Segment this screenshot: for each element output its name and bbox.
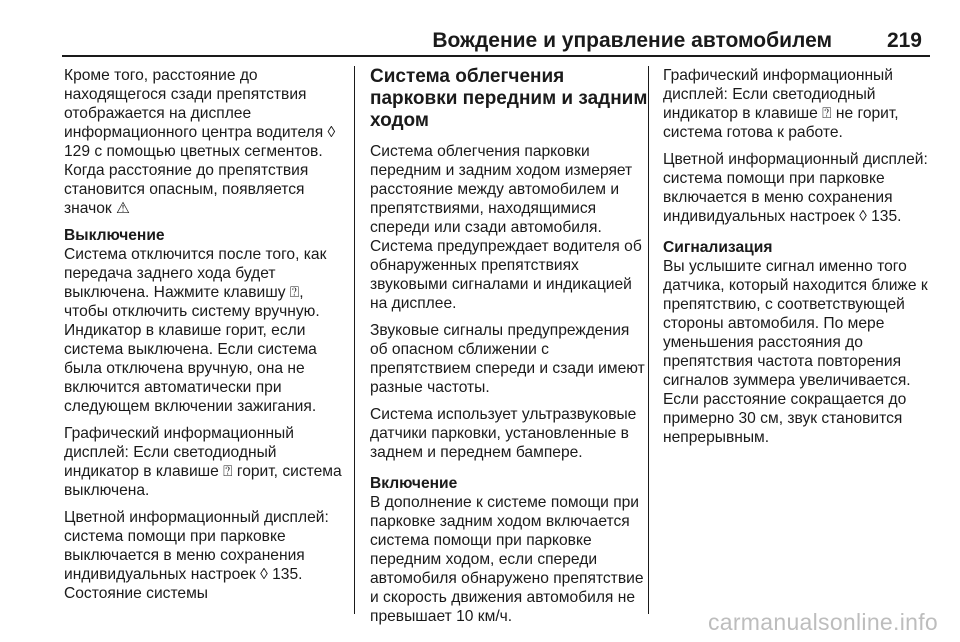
column-2 (370, 66, 648, 634)
paragraph-ultrasonic-sensors: Система использует ультразвуковые датчики парковки, установленные в заднем и переднем бампере. (370, 406, 637, 461)
column-3 (663, 66, 941, 455)
paragraph-system-intro: Система облегчения парковки передним и задним ходом измеряет расстояние между автомобилем и препятствиями, находящимися спереди или сзади автомобиля. Система предупреждает водителя об обнаруженных препятствиях звуковыми сигналами и индикацией на дисплее. (370, 143, 642, 312)
header-rule (62, 55, 930, 57)
heading-activation: Включение (370, 475, 458, 492)
page-number: 219 (886, 29, 922, 52)
paragraph-colour-display-off: Цветной информационный дисплей: система помощи при парковке выключается в меню сохранения индивидуальных настроек ◊ 135. Состояние системы (64, 509, 329, 602)
column-divider (354, 66, 355, 614)
column-1 (64, 66, 342, 611)
heading-deactivation: Выключение (64, 227, 165, 244)
heading-signalling: Сигнализация (663, 239, 773, 256)
paragraph-colour-display-on: Цветной информационный дисплей: система помощи при парковке включается в меню сохранения индивидуальных настроек ◊ 135. (663, 151, 928, 225)
watermark: carmanualsonline.info (707, 609, 938, 635)
page-header (0, 0, 960, 58)
section-heading-front-rear-parking-assist: Система облегчения парковки передним и задним ходом (370, 66, 648, 131)
chapter-title: Вождение и управление автомобилем (432, 29, 832, 52)
paragraph-activation: В дополнение к системе помощи при парковке задним ходом включается система помощи при парковке передним ходом, если спереди автомобиля обнаружено препятствие и скорость движения автомобиля не превышает 10 км/ч. (370, 494, 644, 625)
paragraph-signalling: Вы услышите сигнал именно того датчика, который находится ближе к препятствию, с соответствующей стороны автомобиля. По мере уменьшения расстояния до препятствия частота повторения сигналов зуммера увеличивается. Если расстояние сокращается до примерно 30 см, звук становится непрерывным. (663, 258, 928, 446)
paragraph-graphic-display-on: Графический информационный дисплей: Если светодиодный индикатор в клавише ⍰ не горит, система готова к работе. (663, 67, 899, 141)
column-divider (648, 66, 649, 614)
paragraph-warning-frequencies: Звуковые сигналы предупреждения об опасном сближении с препятствием спереди и сзади имеют разные частоты. (370, 322, 645, 396)
paragraph-graphic-display-off: Графический информационный дисплей: Если светодиодный индикатор в клавише ⍰ горит, система выключена. (64, 425, 342, 499)
paragraph-deactivation: Система отключится после того, как передача заднего хода будет выключена. Нажмите клавишу ⍰, чтобы отключить систему вручную. Индикатор в клавише горит, если система выключена. Если система была отключена вручную, она не включится автоматически при следующем включении зажигания. (64, 246, 327, 415)
paragraph-distance-display: Кроме того, расстояние до находящегося сзади препятствия отображается на дисплее информационного центра водителя ◊ 129 с помощью цветных сегментов. Когда расстояние до препятствия становится опасным, появляется значок ⚠ (64, 67, 336, 217)
